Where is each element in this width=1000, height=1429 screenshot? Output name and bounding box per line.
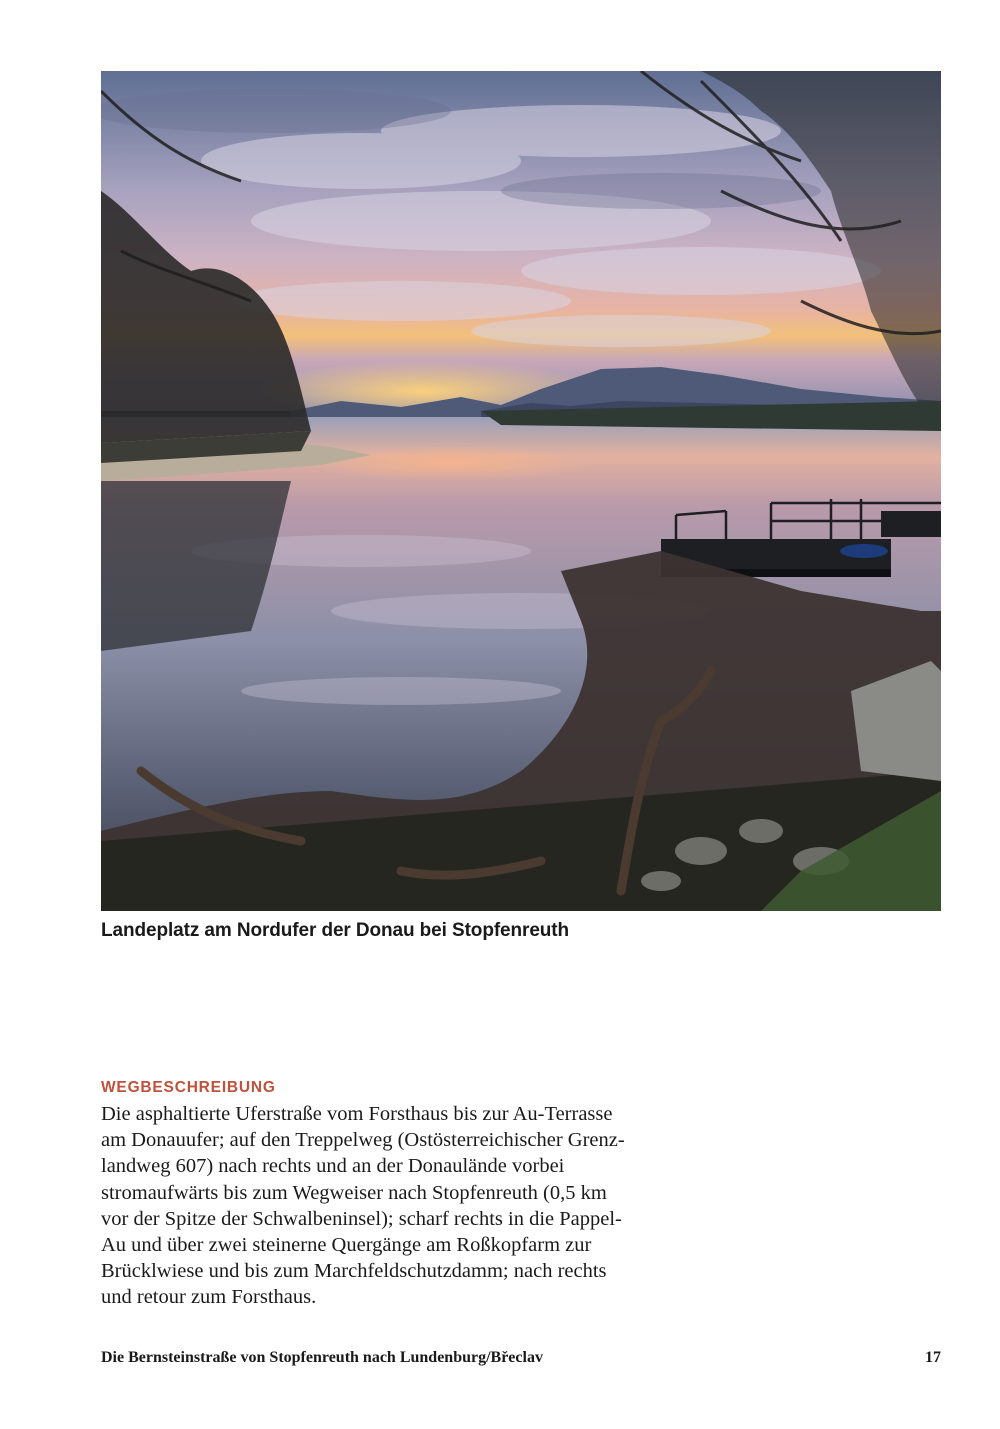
section-heading: WEGBESCHREIBUNG [101,1079,276,1096]
landscape-photo [101,71,941,911]
description-line: landweg 607) nach rechts und an der Donaulände vorbei [101,1155,565,1178]
description-line: Die asphaltierte Uferstraße vom Forsthaus bis zur Au-Terrasse [101,1103,613,1125]
description-line: vor der Spitze der Schwalbeninsel); scharf rechts in die Pappel- [101,1207,622,1230]
description-line: Au und über zwei steinerne Quergänge am Roßkopfarm zur [101,1234,592,1257]
running-footer-title: Die Bernsteinstraße von Stopfenreuth nach Lundenburg/Břeclav [101,1349,543,1366]
description-line: und retour zum Forsthaus. [101,1286,317,1309]
photo-illustration [101,71,941,911]
page-number: 17 [925,1349,941,1366]
route-description [101,1101,661,1311]
description-line: stromaufwärts bis zum Wegweiser nach Stopfenreuth (0,5 km [101,1181,607,1204]
description-line: Brücklwiese und bis zum Marchfeldschutzdamm; nach rechts [101,1260,607,1283]
photo-caption: Landeplatz am Nordufer der Donau bei Stopfenreuth [101,920,570,941]
description-line: am Donauufer; auf den Treppelweg (Ostösterreichischer Grenz- [101,1129,625,1152]
